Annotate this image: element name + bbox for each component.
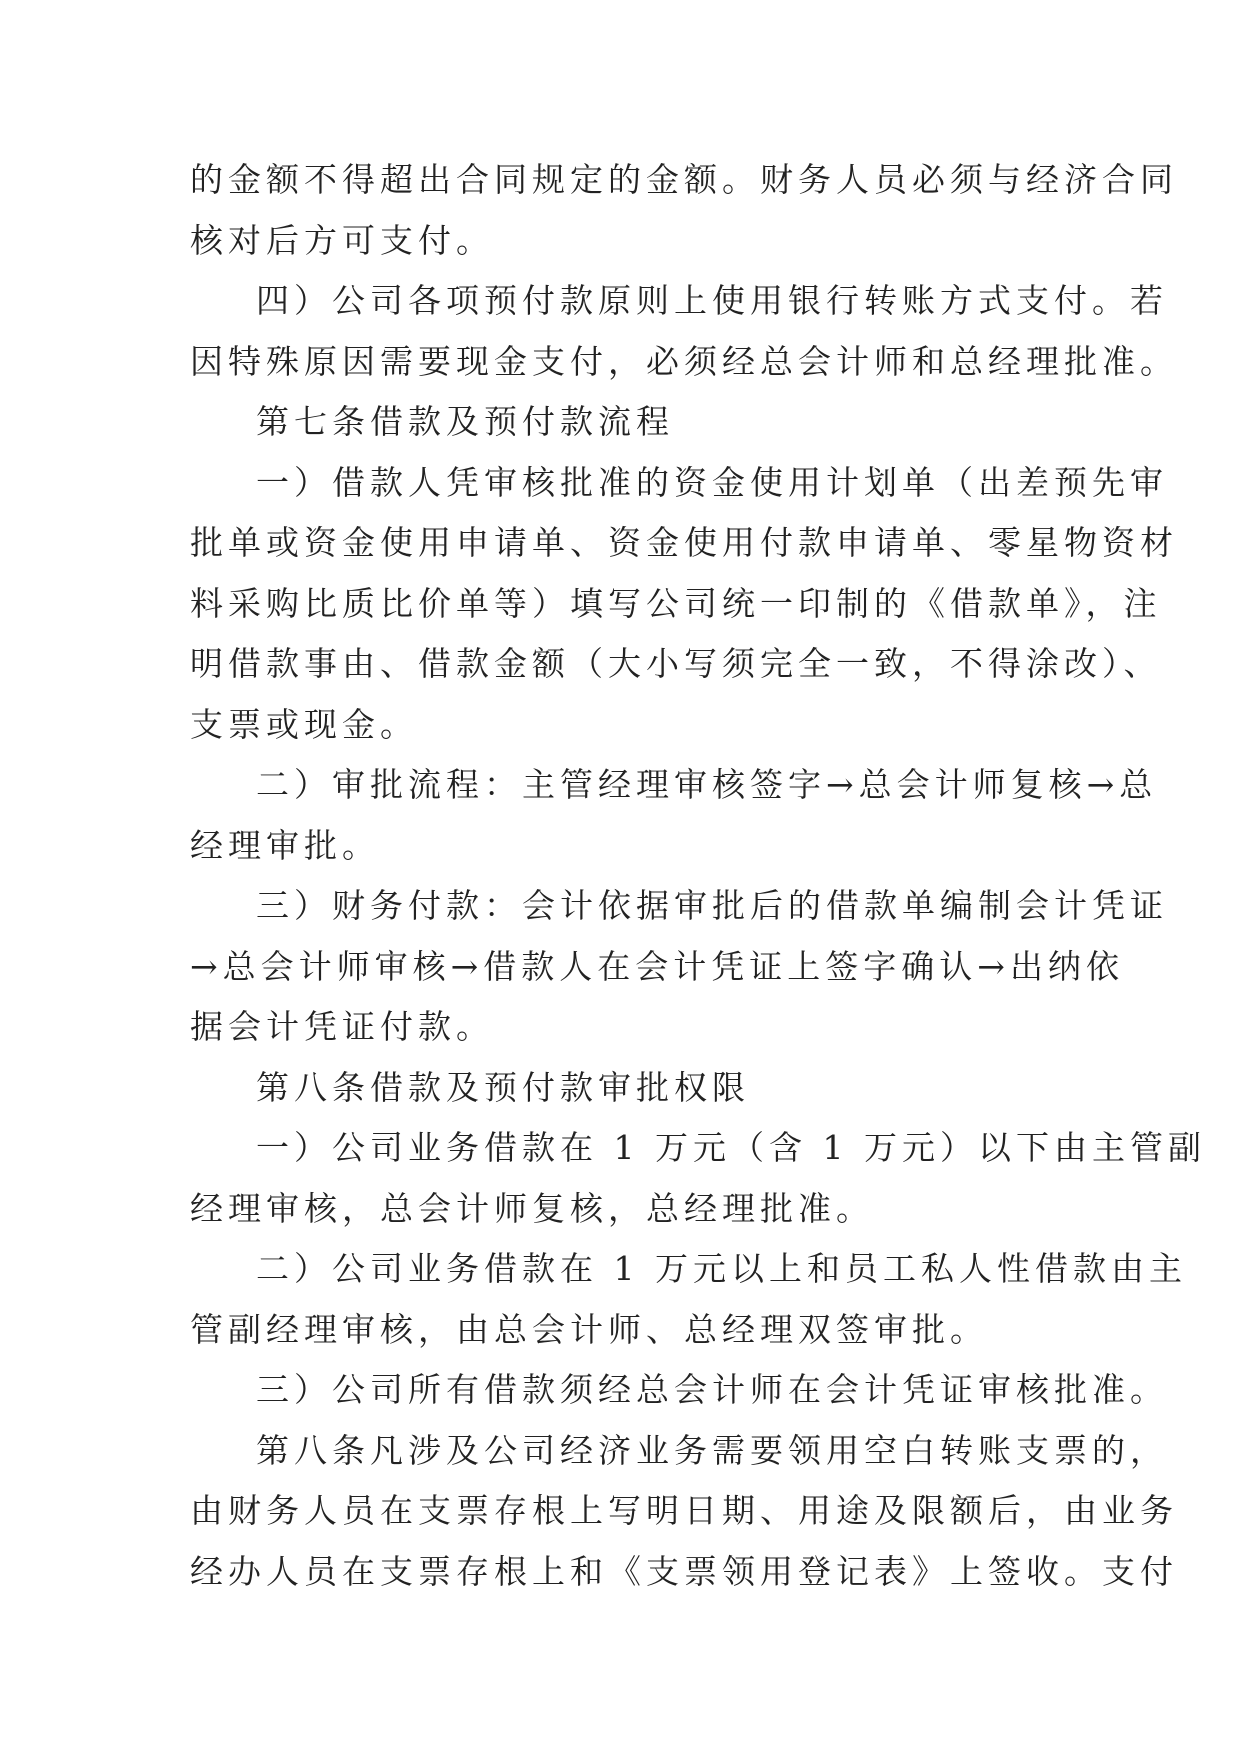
text-line-8: 料采购比质比价单等）填写公司统一印制的《借款单》，注 [190,583,1162,623]
text-line-22: 第八条凡涉及公司经济业务需要领用空白转账支票的， [256,1430,1168,1470]
text-line-15: 据会计凭证付款。 [190,1007,494,1046]
text-line-19: 二）公司业务借款在 1 万元以上和员工私人性借款由主 [256,1249,1187,1288]
text-line-17: 一）公司业务借款在 1 万元（含 1 万元）以下由主管副 [256,1128,1206,1167]
text-line-3: 四）公司各项预付款原则上使用银行转账方式支付。若 [256,281,1168,320]
text-line-4: 因特殊原因需要现金支付，必须经总会计师和总经理批准。 [190,341,1178,381]
text-line-10: 支票或现金。 [190,704,418,744]
text-line-23: 由财务人员在支票存根上写明日期、用途及限额后，由业务 [190,1491,1178,1530]
text-line-2: 核对后方可支付。 [190,220,494,260]
text-line-9: 明借款事由、借款金额（大小写须完全一致，不得涂改）、 [190,644,1162,683]
text-line-21: 三）公司所有借款须经总会计师在会计凭证审核批准。 [256,1370,1168,1409]
text-line-13: 三）财务付款：会计依据审批后的借款单编制会计凭证 [256,886,1168,925]
text-line-24: 经办人员在支票存根上和《支票领用登记表》上签收。支付 [190,1551,1178,1591]
text-line-7: 批单或资金使用申请单、资金使用付款申请单、零星物资材 [190,523,1178,562]
text-line-18: 经理审核，总会计师复核，总经理批准。 [190,1188,874,1228]
text-line-11: 二）审批流程：主管经理审核签字→总会计师复核→总 [256,765,1158,804]
text-line-14: →总会计师审核→借款人在会计凭证上签字确认→出纳依 [190,946,1124,986]
text-line-6: 一）借款人凭审核批准的资金使用计划单（出差预先审 [256,462,1168,502]
text-line-12: 经理审批。 [190,825,380,865]
text-line-20: 管副经理审核，由总会计师、总经理双签审批。 [190,1309,988,1349]
text-line-1: 的金额不得超出合同规定的金额。财务人员必须与经济合同 [190,160,1178,199]
document-body [190,150,1206,1602]
section-heading-article-7: 第七条借款及预付款流程 [256,402,674,441]
section-heading-article-8: 第八条借款及预付款审批权限 [256,1067,750,1107]
